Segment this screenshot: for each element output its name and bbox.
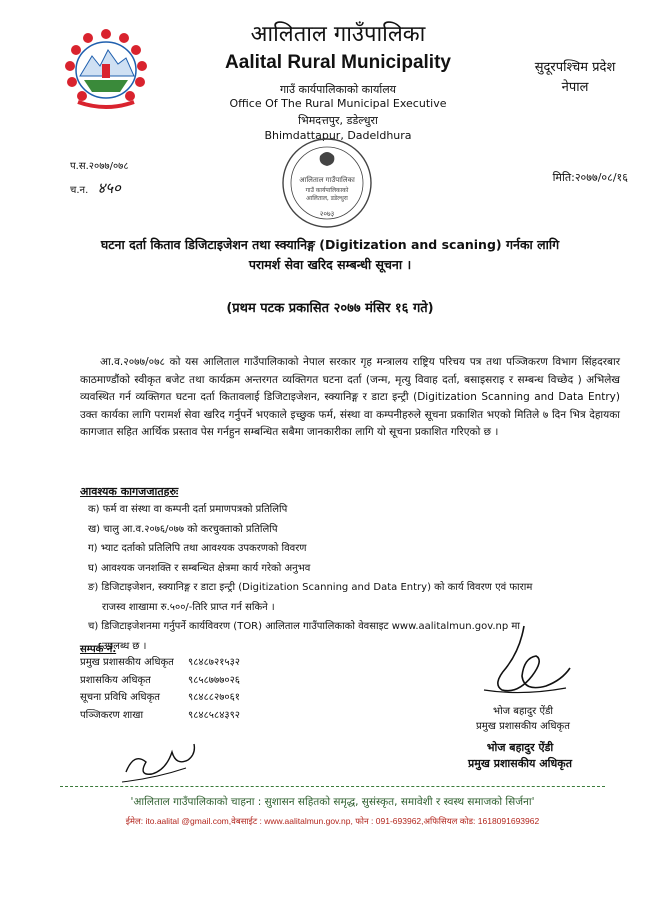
office-name-en: Office Of The Rural Municipal Executive (229, 97, 447, 110)
municipality-motto: 'आलिताल गाउँपालिकाको चाहना : सुशासन सहितको समृद्ध, सुसंस्कृत, समावेशी र स्वस्थ समाजको सिर्जना' (130, 796, 535, 808)
province-name: सुदूरपश्चिम प्रदेश (534, 60, 616, 75)
signatory-designation: प्रमुख प्रशासकीय अधिकृत (476, 721, 570, 732)
dispatch-number-label: च.न. (70, 185, 89, 196)
designation-rubber-stamp (440, 740, 600, 772)
list-item: च) डिजिटाइजेशनमा गर्नुपर्ने कार्यविवरण (TOR) आलिताल गाउँपालिकाको वेवसाइट www.aalitalmun.gov.np मा (88, 621, 520, 632)
list-item: ख) चालु आ.व.२०७६/०७७ को करचुक्ताको प्रतिलिपि (88, 523, 278, 535)
reference-number: प.स.२०७७/०७८ (70, 161, 129, 172)
province-block (520, 58, 630, 98)
contact-heading: सम्पर्क नं. (80, 644, 117, 655)
address-np: भिमदत्तपुर, डडेल्धुरा (298, 114, 378, 127)
svg-text:२०७३: २०७३ (319, 210, 335, 218)
svg-text:आलिताल, डडेल्धुरा: आलिताल, डडेल्धुरा (306, 195, 348, 202)
contact-label: पञ्जिकरण शाखा (80, 709, 144, 721)
svg-text:आलिताल गाउँपालिका: आलिताल गाउँपालिका (299, 176, 355, 184)
list-item: ङ) डिजिटाइजेशन, स्क्यानिङ्ग र डाटा इन्ट्री (Digitization Scanning and Data Entry) को कार्य विवरण एवं फाराम (88, 582, 533, 593)
list-item: क) फर्म वा संस्था वा कम्पनी दर्ता प्रमाणपत्रको प्रतिलिपि (88, 504, 288, 515)
officer-signature (462, 620, 582, 700)
contact-row (80, 672, 240, 690)
contact-label: प्रशासकिय अधिकृत (80, 674, 151, 686)
contact-number: ९८४८७२१५३२ (188, 657, 240, 668)
required-documents-heading: आवश्यक कागजजातहरुः (80, 485, 179, 498)
nepal-emblem-logo (58, 26, 154, 112)
contact-row (80, 654, 240, 672)
municipality-name-np: आलिताल गाउँपालिका (250, 22, 426, 47)
list-item: उपलब्ध छ । (102, 640, 147, 652)
office-name-np: गाउँ कार्यपालिकाको कार्यालय (279, 83, 397, 96)
contact-row (80, 689, 240, 707)
dispatch-number (70, 178, 121, 198)
publication-note: (प्रथम पटक प्रकासित २०७७ मंसिर १६ गते) (226, 301, 434, 316)
contact-number: ९८४८८२७०६१ (188, 692, 240, 704)
signatory-name: भोज बहादुर ऐंडी (493, 706, 553, 717)
stamp-designation: प्रमुख प्रशासकीय अधिकृत (468, 757, 572, 770)
contact-number: ९८५८७७७०२६ (188, 674, 240, 686)
dispatch-number-value: ४५० (97, 179, 121, 197)
contact-label: सूचना प्रविधि अधिकृत (80, 692, 160, 704)
contact-number: ९८४८५८४३९२ (188, 709, 240, 721)
contact-label: प्रमुख प्रशासकीय अधिकृत (80, 657, 174, 668)
notice-title-line1: घटना दर्ता किताव डिजिटाइजेशन तथा स्क्यानिङ्ग (Digitization and scaning) गर्नका लागि (100, 237, 560, 252)
contact-list (80, 654, 240, 724)
list-item: राजस्व शाखामा रु.५००/-तिरि प्राप्त गर्न सकिने । (102, 601, 275, 613)
office-seal-stamp (280, 136, 374, 230)
address-en: Bhimdattapur, Dadeldhura (264, 129, 412, 142)
list-item: ग) भ्याट दर्ताको प्रतिलिपि तथा आवश्यक उपकरणको विवरण (88, 543, 307, 554)
list-item: घ) आवश्यक जनशक्ति र सम्बन्धित क्षेत्रमा कार्य गरेको अनुभव (88, 562, 311, 574)
notice-body (80, 354, 620, 442)
notice-paragraph: आ.व.२०७७/०७८ को यस आलिताल गाउँपालिकाको नेपाल सरकार गृह मन्त्रालय राष्ट्रिय परिचय पत्र तथा पञ्जिकरण विभाग सिंहदरबार काठमाण्डौंको स्वीकृत बजेट तथा कार्यक्रम अन्तरगत व्यक्तिगत घटना दर्ता (जन्म, मृत्यु विवाह दर्ता, बसाइसराइ र सम्बन्ध विच्छेद ) अभिलेख व्यवस्थित गर्न व्यक्तिगत घटना दर्ता कितावलाई डिजिटाइजेशन, स्क्यानिङ्ग र डाटा इन्ट्री (Digitization Scanning and Data Entry) उक्त कार्यका लागि परामर्श सेवा खरिद गर्नुपर्ने भएकाले इच्छुक फर्म, संस्था वा कम्पनीहरुले सूचना प्रकाशित भएको मितिले ७ दिन भित्र देहायका कागजात सहित आर्थिक प्रस्ताव पेस गर्नहुन सम्बन्धित सबैमा जानकारीका लागि यो सूचना प्रकाशित गरिएको छ । (80, 356, 620, 439)
municipality-name-en: Aalital Rural Municipality (225, 52, 451, 73)
stamp-name: भोज बहादुर ऐंडी (486, 741, 554, 754)
country-name: नेपाल (561, 80, 589, 95)
footer-contact-info: ईमेल: ito.aalital @gmail.com,वेबसाईट : www.aalitalmun.gov.np, फोन : 091-693962,अफिसियल कोड: 1618091693962 (125, 816, 540, 826)
notice-title-line2: परामर्श सेवा खरिद सम्बन्धी सूचना । (248, 257, 412, 272)
issue-date: मिति:२०७७/०८/१६ (552, 171, 628, 184)
contact-row (80, 707, 240, 725)
svg-text:गाउँ कार्यपालिकाको: गाउँ कार्यपालिकाको (305, 187, 349, 194)
signatory-block (448, 704, 598, 734)
second-signature (116, 732, 212, 788)
footer-divider (60, 786, 605, 787)
